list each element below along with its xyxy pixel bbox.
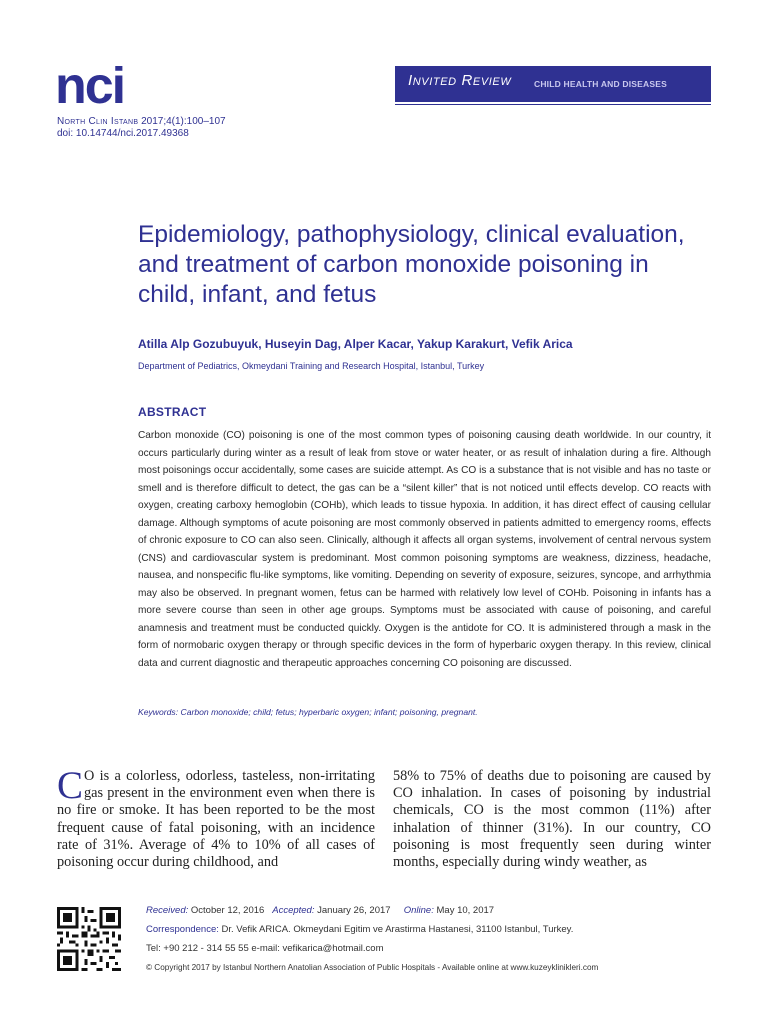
citation-block (57, 116, 226, 140)
online-date: May 10, 2017 (436, 905, 495, 916)
citation-text: 2017;4(1):100–107 (141, 116, 226, 127)
article-type-banner (395, 66, 711, 102)
accepted-label: Accepted: (272, 905, 315, 916)
nci-logo-icon (57, 66, 169, 106)
journal-logo (57, 66, 169, 111)
article-title: Epidemiology, pathophysiology, clinical evaluation, and treatment of carbon monoxide poisoning in child, infant, and fetus (138, 221, 685, 308)
logo-text: nci (57, 66, 125, 106)
qr-code-icon (57, 907, 121, 971)
affiliation: Department of Pediatrics, Okmeydani Training and Research Hospital, Istanbul, Turkey (138, 361, 485, 371)
authors: Atilla Alp Gozubuyuk, Huseyin Dag, Alper Kacar, Yakup Karakurt, Vefik Arica (138, 337, 573, 351)
article-type: Invited Review (408, 72, 512, 89)
banner-rule (395, 104, 711, 105)
journal-name: North Clin Istanb (57, 116, 139, 127)
doi: doi: 10.14744/nci.2017.49368 (57, 128, 189, 139)
section-label: CHILD HEALTH AND DISEASES (534, 79, 667, 89)
body-column-right: 58% to 75% of deaths due to poisoning are caused by CO inhalation. In cases of poisoning by industrial chemicals, CO is the most common (11%) after inhalation of thinner (31%). In our country, CO poisoning is most frequently seen during winter months, especially during windy weather, as (393, 768, 711, 871)
correspondence-line (146, 920, 598, 939)
abstract-heading: ABSTRACT (138, 405, 207, 419)
accepted-date: January 26, 2017 (317, 905, 391, 916)
drop-cap: C (57, 764, 84, 807)
keywords: Keywords: Carbon monoxide; child; fetus; hyperbaric oxygen; infant; poisoning, pregnant. (138, 707, 478, 717)
online-label: Online: (403, 905, 434, 916)
received-date: October 12, 2016 (190, 905, 265, 916)
abstract-text: Carbon monoxide (CO) poisoning is one of the most common types of poisoning causing death worldwide. In our country, it occurs particularly during winter as a result of leak from stove or water heater, or as result of inhalation during a fire. Although most poisonings occur accidentally, some cases are suicide attempt. As CO is a substance that is not visible and has no taste or smell and is therefore difficult to detect, the gas can be a “silent killer” that is not noticed until effects develop. CO reacts with oxygen, creating carboxy hemoglobin (COHb), which leads to tissue hypoxia. In addition, it has direct effect of causing cellular damage. Although symptoms of acute poisoning are most commonly observed in patients admitted to emergency rooms, effects of chronic exposure to CO can also seen. Clinically, although it affects all organ systems, involvement of central nervous system (CNS) and cardiovascular system is predominant. Most common poisoning symptoms are weakness, dizziness, headache, nausea, and nonspecific flu-like symptoms, like vomiting. Depending on severity of exposure, seizures, syncope, and arrhythmia may also be observed. In pregnant women, fetus can be harmed with relatively low level of COHb. Poisoning in infants has a more severe course than seen in other age groups. Symptoms must be associated with cause of poisoning, and careful anamnesis and treatment must be conducted quickly. Oxygen is the antidote for CO. It is administered through a mask in the form of normobaric oxygen therapy or through specific devices in the form of hyperbaric oxygen therapy. In this review, clinical data and current diagnostic and therapeutic approaches concerning CO poisoning are discussed. (138, 430, 711, 669)
copyright-line: © Copyright 2017 by Istanbul Northern Anatolian Association of Public Hospitals - Available online at www.kuzeyklinikleri.com (146, 963, 599, 972)
correspondence-text: Dr. Vefik ARICA. Okmeydani Egitim ve Arastirma Hastanesi, 31100 Istanbul, Turkey. (221, 924, 574, 935)
correspondence-label: Correspondence: (146, 924, 219, 935)
article-footer (146, 901, 598, 977)
body-text-left: O is a colorless, odorless, tasteless, non-irritating gas present in the environment even when there is no fire or smoke. It has been reported to be the most frequent cause of fatal poisoning, with an incidence rate of 31%. Average of 4% to 10% of all cases of poisoning occur during childhood, and (57, 768, 375, 871)
contact-line: Tel: +90 212 - 314 55 55 e-mail: vefikarica@hotmail.com (146, 943, 384, 954)
received-label: Received: (146, 905, 189, 916)
dates-line (146, 901, 598, 920)
body-column-left (57, 764, 375, 871)
